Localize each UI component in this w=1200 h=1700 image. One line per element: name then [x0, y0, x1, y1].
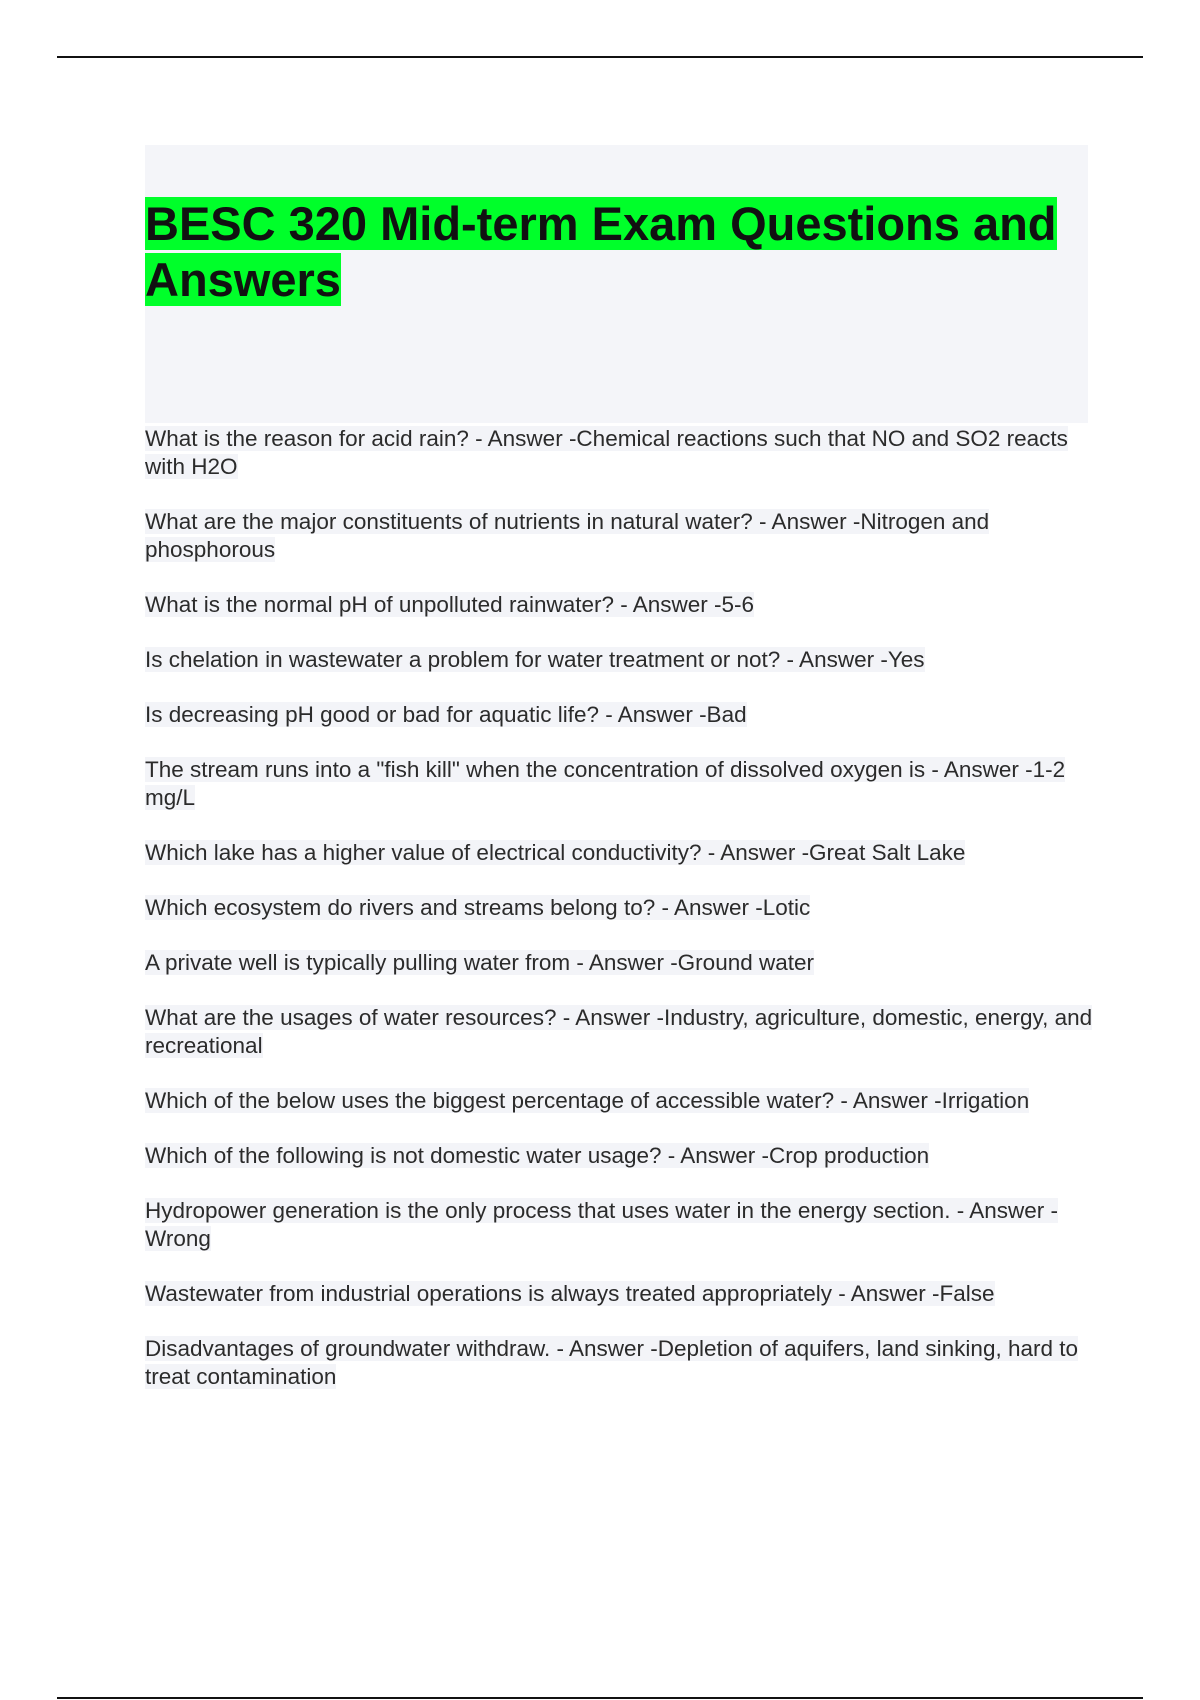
qa-item-text: Is decreasing pH good or bad for aquatic life? - Answer -Bad	[145, 702, 747, 727]
qa-item-text: What are the major constituents of nutrients in natural water? - Answer -Nitrogen and phosphorous	[145, 509, 990, 562]
qa-item	[145, 701, 1095, 729]
qa-item-text: Wastewater from industrial operations is always treated appropriately - Answer -False	[145, 1281, 995, 1306]
qa-item	[145, 591, 1095, 619]
qa-item-text: Is chelation in wastewater a problem for water treatment or not? - Answer -Yes	[145, 647, 925, 672]
qa-item	[145, 1197, 1095, 1253]
qa-item	[145, 508, 1095, 564]
qa-item	[145, 1087, 1095, 1115]
qa-item-text: Disadvantages of groundwater withdraw. - Answer -Depletion of aquifers, land sinking, hard to treat contamination	[145, 1336, 1079, 1389]
qa-item-text: Which of the following is not domestic water usage? - Answer -Crop production	[145, 1143, 930, 1168]
qa-item	[145, 949, 1095, 977]
qa-item	[145, 1335, 1095, 1391]
qa-item	[145, 1004, 1095, 1060]
qa-item-text: Which lake has a higher value of electrical conductivity? - Answer -Great Salt Lake	[145, 840, 966, 865]
qa-item	[145, 894, 1095, 922]
qa-item	[145, 425, 1095, 481]
bottom-rule	[57, 1697, 1143, 1699]
qa-list	[145, 425, 1095, 1418]
qa-item-text: Which ecosystem do rivers and streams belong to? - Answer -Lotic	[145, 895, 811, 920]
qa-item	[145, 1142, 1095, 1170]
qa-item	[145, 839, 1095, 867]
qa-item-text: A private well is typically pulling water from - Answer -Ground water	[145, 950, 815, 975]
qa-item	[145, 1280, 1095, 1308]
qa-item	[145, 646, 1095, 674]
qa-item	[145, 756, 1095, 812]
qa-item-text: Which of the below uses the biggest percentage of accessible water? - Answer -Irrigation	[145, 1088, 1030, 1113]
top-rule	[57, 56, 1143, 58]
qa-item-text: Hydropower generation is the only process that uses water in the energy section. - Answer -Wrong	[145, 1198, 1058, 1251]
qa-item-text: What is the normal pH of unpolluted rainwater? - Answer -5-6	[145, 592, 755, 617]
qa-item-text: What are the usages of water resources? - Answer -Industry, agriculture, domestic, energy, and recreational	[145, 1005, 1093, 1058]
qa-item-text: The stream runs into a "fish kill" when the concentration of dissolved oxygen is - Answer -1-2 mg/L	[145, 757, 1066, 810]
qa-item-text: What is the reason for acid rain? - Answer -Chemical reactions such that NO and SO2 reacts with H2O	[145, 426, 1068, 479]
document-title	[145, 196, 1105, 308]
document-title-text: BESC 320 Mid-term Exam Questions and Answers	[145, 197, 1057, 306]
